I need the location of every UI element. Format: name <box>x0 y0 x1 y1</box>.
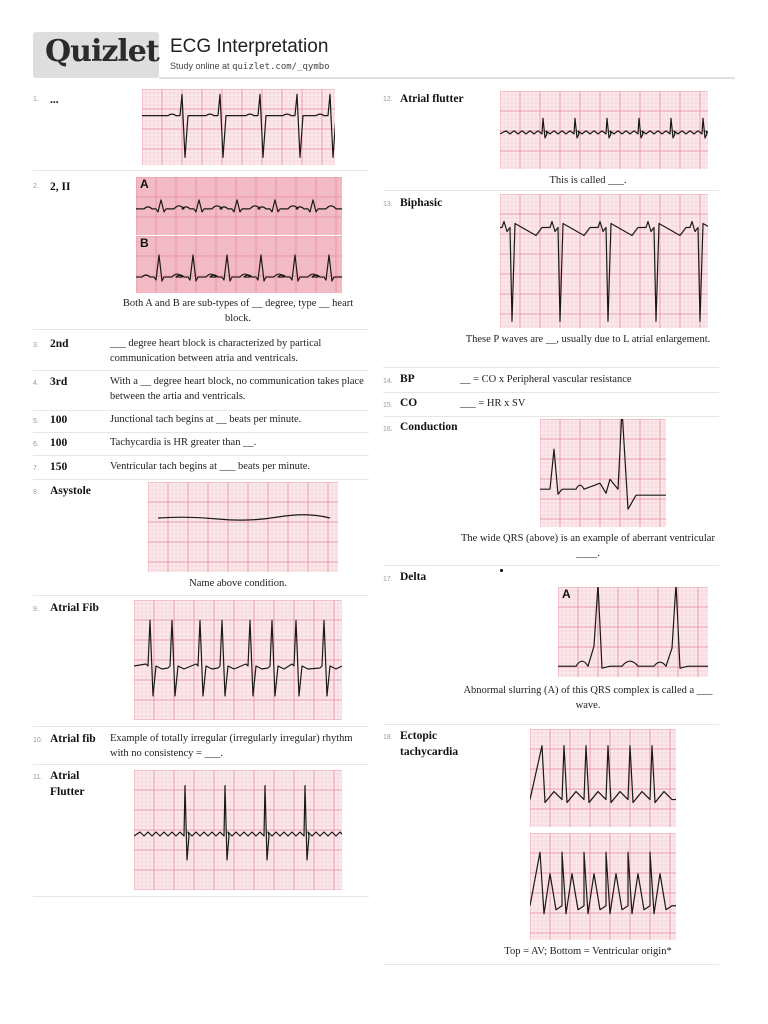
card-number: 3. <box>33 342 39 349</box>
card-definition: Ventricular tach begins at ___ beats per minute. <box>110 461 311 472</box>
card-number: 11. <box>33 774 43 781</box>
ecg-strip-bottom-image <box>530 833 676 940</box>
card-term: Atrial fib <box>50 733 96 745</box>
card-1 <box>33 88 369 171</box>
card-definition: Example of totally irregular (irregularly irregular) rhythm with no consistency = ___. <box>110 733 353 759</box>
card-term: Asystole <box>50 485 91 497</box>
card-7 <box>33 457 369 480</box>
card-number: 1. <box>33 96 39 103</box>
card-number: 9. <box>33 606 39 613</box>
subtitle-prefix: Study online at <box>170 61 230 71</box>
card-caption: Name above condition. <box>189 578 287 589</box>
ecg-graph <box>142 89 335 165</box>
card-6 <box>33 433 369 456</box>
card-number: 7. <box>33 465 39 472</box>
card-term: 2nd <box>50 338 69 350</box>
card-number: 12. <box>383 96 393 103</box>
ecg-graph <box>540 419 666 527</box>
card-16 <box>383 418 719 566</box>
card-number: 4. <box>33 380 39 387</box>
page-subtitle <box>170 61 330 72</box>
ecg-graph <box>500 194 708 328</box>
quizlet-logo[interactable] <box>33 32 159 78</box>
card-term: 150 <box>50 461 68 473</box>
card-term: 100 <box>50 414 68 426</box>
card-definition: __ = CO x Peripheral vascular resistance <box>460 374 632 385</box>
card-18 <box>383 726 719 965</box>
header-divider <box>159 77 735 79</box>
card-term: Ectopic tachycardia <box>400 730 459 758</box>
ecg-graph <box>136 177 342 235</box>
card-15 <box>383 394 719 417</box>
ecg-graph <box>136 236 342 293</box>
card-2 <box>33 175 369 330</box>
card-term: BP <box>400 373 415 385</box>
study-link[interactable]: quizlet.com/_qymbo <box>232 62 330 72</box>
card-term: Atrial flutter <box>400 93 464 105</box>
card-term: Atrial Flutter <box>50 770 85 798</box>
ecg-strip-image <box>558 587 708 677</box>
card-number: 13. <box>383 201 393 208</box>
ecg-strip-top-image <box>530 729 676 827</box>
card-11 <box>33 766 369 897</box>
ecg-graph <box>148 482 338 572</box>
card-8 <box>33 481 369 596</box>
ecg-graph <box>530 833 676 940</box>
card-term: 2, II <box>50 181 71 193</box>
logo-text: Quizlet <box>45 34 159 69</box>
card-definition: With a __ degree heart block, no communication takes place between the artia and ventricals. <box>110 376 364 402</box>
ecg-graph <box>530 729 676 827</box>
card-caption: Both A and B are sub-types of __ degree, type __ heart block. <box>122 298 354 324</box>
ecg-strip-image <box>148 482 338 572</box>
card-caption: Abnormal slurring (A) of this QRS complex is called a ___ wave. <box>463 685 713 711</box>
card-number: 5. <box>33 418 39 425</box>
card-term: 3rd <box>50 376 68 388</box>
card-12 <box>383 88 719 191</box>
card-term: CO <box>400 397 418 409</box>
card-caption: This is called ___. <box>549 175 627 186</box>
card-number: 14. <box>383 378 393 385</box>
panel-label: A <box>562 587 571 601</box>
card-term: Conduction <box>400 421 458 433</box>
ecg-graph <box>500 91 708 169</box>
card-caption: Top = AV; Bottom = Ventricular origin* <box>504 946 672 957</box>
ecg-strip-image <box>500 194 708 328</box>
card-number: 16. <box>383 426 393 433</box>
card-number: 8. <box>33 489 39 496</box>
card-number: 17. <box>383 576 393 583</box>
ecg-strip-image <box>134 600 342 720</box>
card-caption: The wide QRS (above) is an example of aberrant ventricular ____. <box>461 533 715 559</box>
card-number: 15. <box>383 402 393 409</box>
card-17 <box>383 568 719 725</box>
card-4 <box>33 372 369 411</box>
card-5 <box>33 410 369 433</box>
card-13 <box>383 193 719 368</box>
card-3 <box>33 334 369 371</box>
card-number: 6. <box>33 441 39 448</box>
ecg-strip-image <box>540 419 666 527</box>
card-14 <box>383 370 719 393</box>
ink-dot <box>500 569 503 572</box>
ecg-graph <box>134 600 342 720</box>
card-number: 2. <box>33 183 39 190</box>
card-definition: ___ degree heart block is characterized by partical communication between atria and ventricals. <box>110 338 322 364</box>
card-definition: Tachycardia is HR greater than __. <box>110 437 257 448</box>
ecg-strip-a-image <box>136 177 342 235</box>
card-definition: Junctional tach begins at __ beats per minute. <box>110 414 302 425</box>
card-term: ... <box>50 94 59 106</box>
card-term: Delta <box>400 571 427 583</box>
ecg-graph <box>558 587 708 677</box>
card-definition: ___ = HR x SV <box>460 398 526 409</box>
card-term: Atrial Fib <box>50 602 99 614</box>
page-header <box>33 32 735 80</box>
ecg-strip-image <box>500 91 708 169</box>
card-9 <box>33 598 369 727</box>
ecg-strip-b-image <box>136 236 342 293</box>
card-number: 10. <box>33 737 43 744</box>
panel-label: B <box>140 236 149 250</box>
card-term: 100 <box>50 437 68 449</box>
page-title: ECG Interpretation <box>170 36 329 57</box>
card-number: 18. <box>383 734 393 741</box>
card-term: Biphasic <box>400 197 443 209</box>
card-caption: These P waves are __, usually due to L atrial enlargement. <box>465 334 711 345</box>
panel-label: A <box>140 177 149 191</box>
ecg-graph <box>134 770 342 890</box>
card-10 <box>33 729 369 765</box>
ecg-strip-image <box>142 89 335 165</box>
ecg-strip-image <box>134 770 342 890</box>
